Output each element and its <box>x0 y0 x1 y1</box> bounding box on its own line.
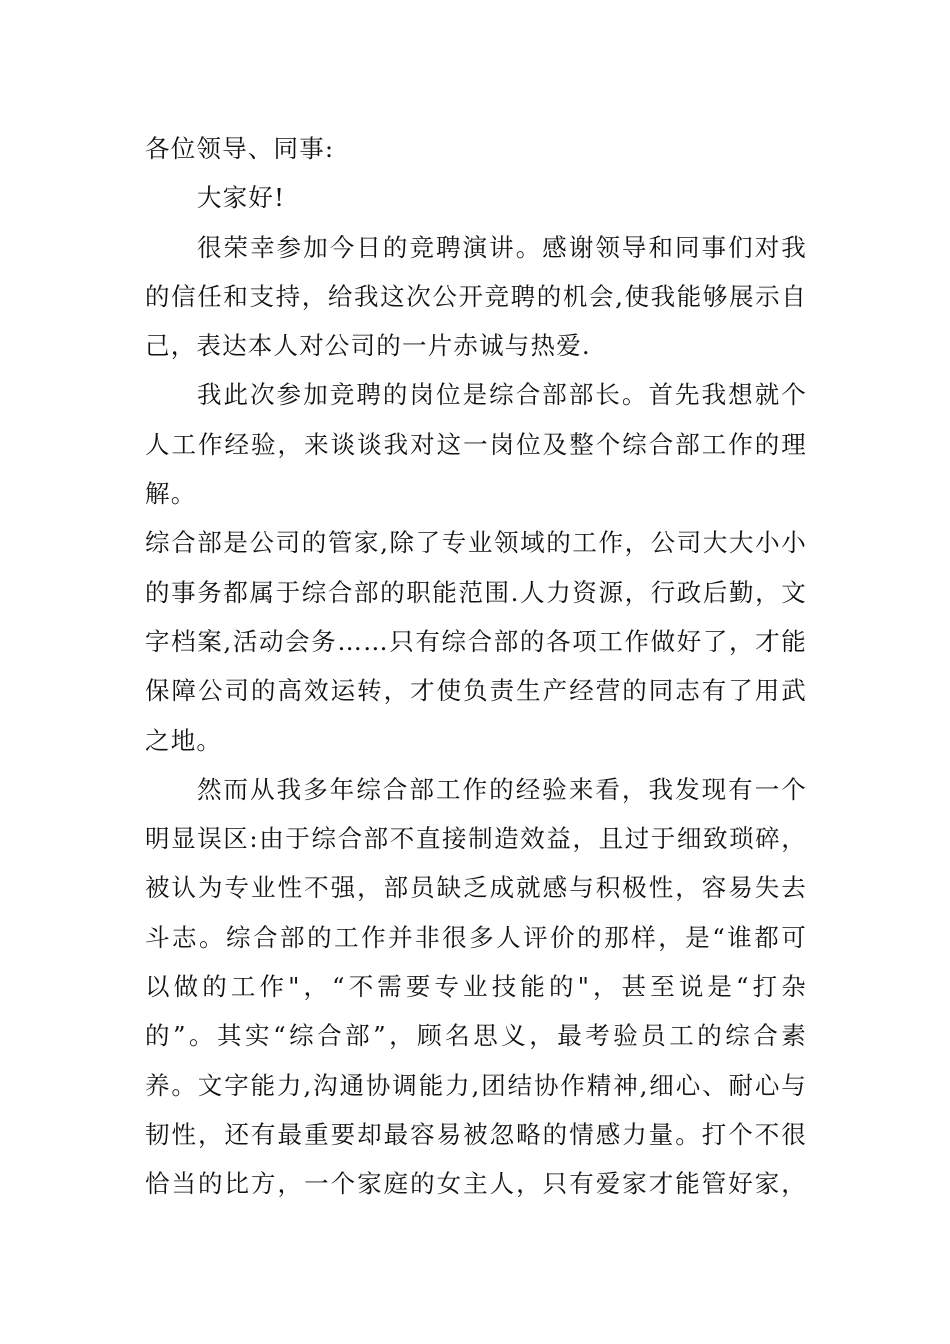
text-line: 字档案,活动会务……只有综合部的各项工作做好了，才能 <box>145 626 807 656</box>
text-line: 以做的工作"，“不需要专业技能的"，甚至说是“打杂 <box>145 972 807 1002</box>
text-line: 恰当的比方，一个家庭的女主人，只有爱家才能管好家， <box>145 1169 807 1199</box>
text-line: 被认为专业性不强，部员缺乏成就感与积极性，容易失去 <box>145 873 807 903</box>
text-line: 人工作经验，来谈谈我对这一岗位及整个综合部工作的理 <box>145 429 807 459</box>
text-line: 韧性，还有最重要却最容易被忽略的情感力量。打个不很 <box>145 1119 807 1149</box>
text-line: 斗志。综合部的工作并非很多人评价的那样，是“谁都可 <box>145 922 807 952</box>
text-line: 解。 <box>145 479 197 509</box>
text-line: 的信任和支持，给我这次公开竞聘的机会,使我能够展示自 <box>145 281 807 311</box>
text-line: 己，表达本人对公司的一片赤诚与热爱. <box>145 331 591 361</box>
text-line-greeting: 各位领导、同事: <box>145 134 335 163</box>
text-line-hello: 大家好! <box>197 183 286 213</box>
text-line: 之地。 <box>145 725 223 755</box>
speech-text <box>145 124 807 1209</box>
text-line: 综合部是公司的管家,除了专业领域的工作，公司大大小小 <box>145 528 807 558</box>
text-line: 养。文字能力,沟通协调能力,团结协作精神,细心、耐心与 <box>145 1070 807 1100</box>
text-line: 很荣幸参加今日的竞聘演讲。感谢领导和同事们对我 <box>197 232 807 262</box>
text-line: 然而从我多年综合部工作的经验来看，我发现有一个 <box>197 774 807 804</box>
text-line: 明显误区:由于综合部不直接制造效益，且过于细致琐碎， <box>145 824 807 854</box>
text-line: 的”。其实“综合部”，顾名思义，最考验员工的综合素 <box>145 1021 807 1051</box>
text-line: 的事务都属于综合部的职能范围.人力资源，行政后勤，文 <box>145 577 807 607</box>
text-line: 我此次参加竞聘的岗位是综合部部长。首先我想就个 <box>197 380 807 410</box>
text-line: 保障公司的高效运转，才使负责生产经营的同志有了用武 <box>145 676 807 706</box>
